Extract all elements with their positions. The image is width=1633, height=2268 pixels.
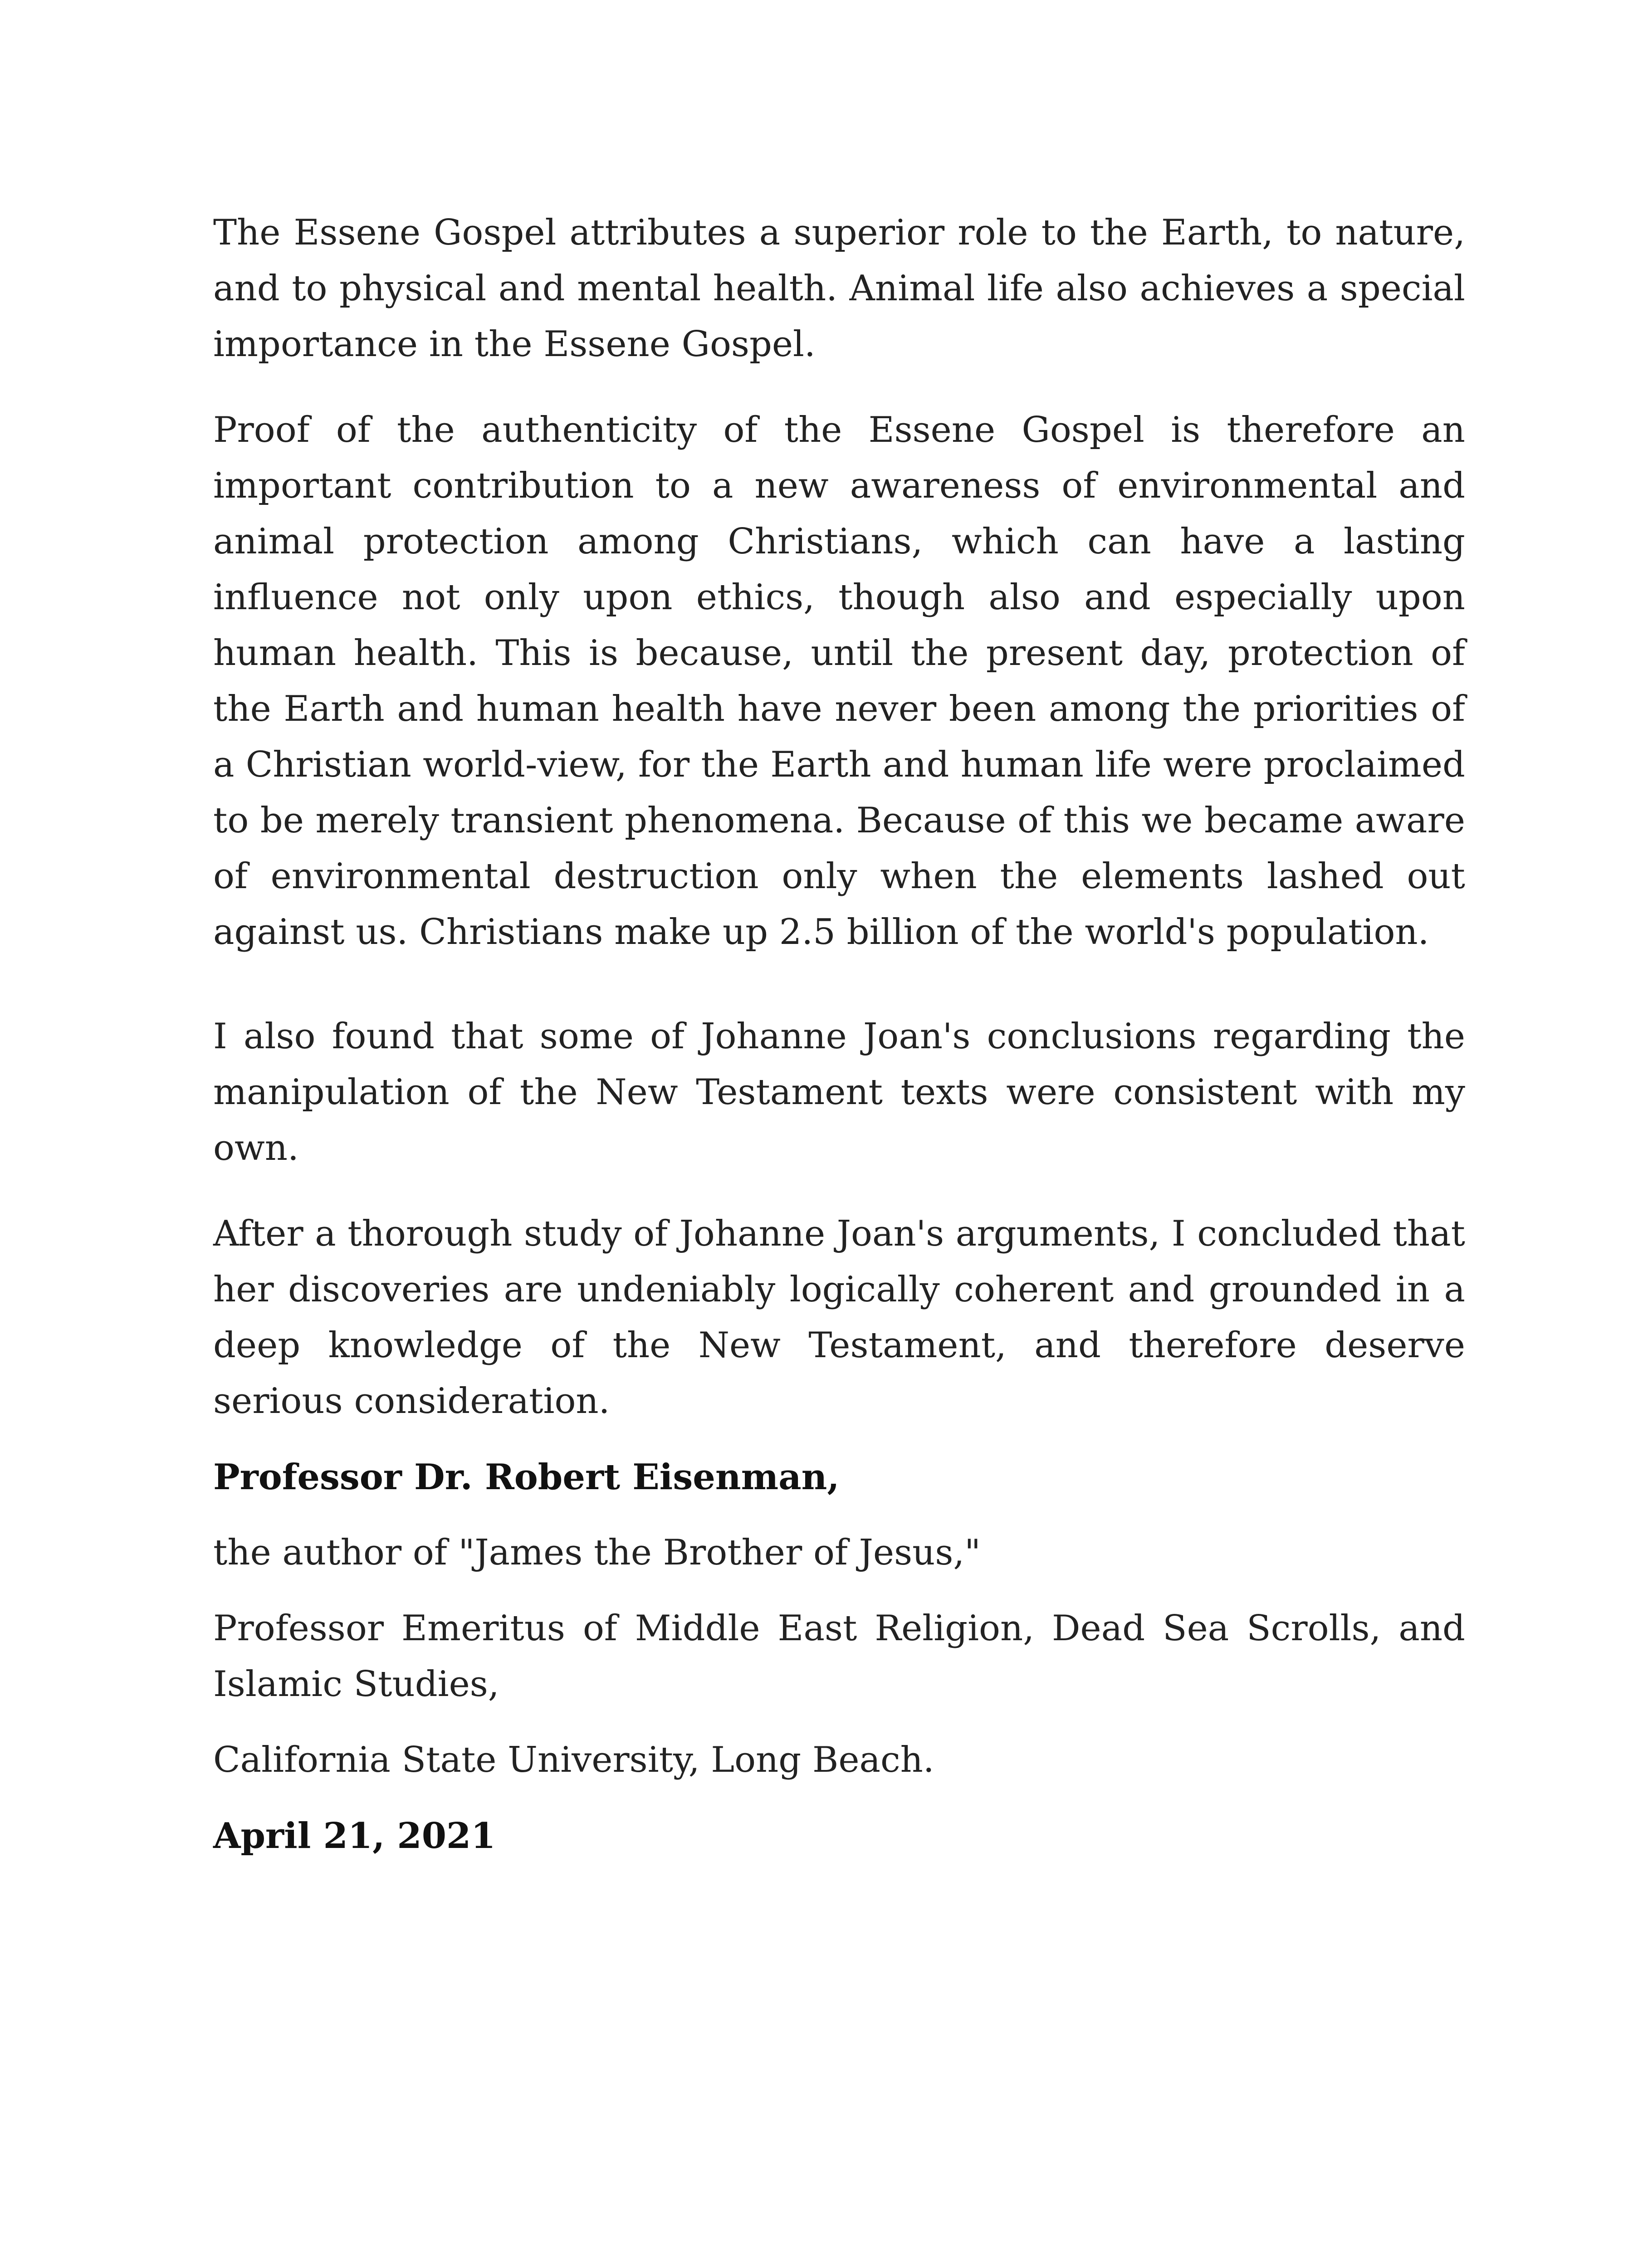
paragraph-thorough-study: After a thorough study of Johanne Joan's arguments, I concluded that her discoveries are undeniably logically coherent and grounded in a deep knowledge of the New Testament, and therefore deserve serious consideration.: [213, 1213, 1465, 1422]
paragraph-conclusions-consistent: I also found that some of Johanne Joan's conclusions regarding the manipulation of the New Testament texts were consistent with my own.: [213, 1016, 1465, 1168]
signature-book: the author of "James the Brother of Jesus,": [213, 1532, 981, 1573]
paragraph-essene-gospel-role: The Essene Gospel attributes a superior role to the Earth, to nature, and to physical and mental health. Animal life also achieves a special importance in the Essene Gospel.: [213, 212, 1465, 365]
signature-name: Professor Dr. Robert Eisenman,: [213, 1457, 840, 1498]
signature-date: April 21, 2021: [213, 1815, 496, 1857]
document-content: [213, 205, 1465, 1864]
paragraph-proof-authenticity: Proof of the authenticity of the Essene Gospel is therefore an important contribution to a new awareness of environmental and animal protection among Christians, which can have a lasting influence not only upon ethics, though also and especially upon human health. This is because, until the present day, protection of the Earth and human health have never been among the priorities of a Christian world-view, for the Earth and human life were proclaimed to be merely transient phenomena. Because of this we became aware of environmental destruction only when the elements lashed out against us. Christians make up 2.5 billion of the world's population.: [213, 410, 1465, 953]
signature-institution: California State University, Long Beach.: [213, 1740, 934, 1780]
signature-title: Professor Emeritus of Middle East Religion, Dead Sea Scrolls, and Islamic Studies,: [213, 1608, 1465, 1705]
